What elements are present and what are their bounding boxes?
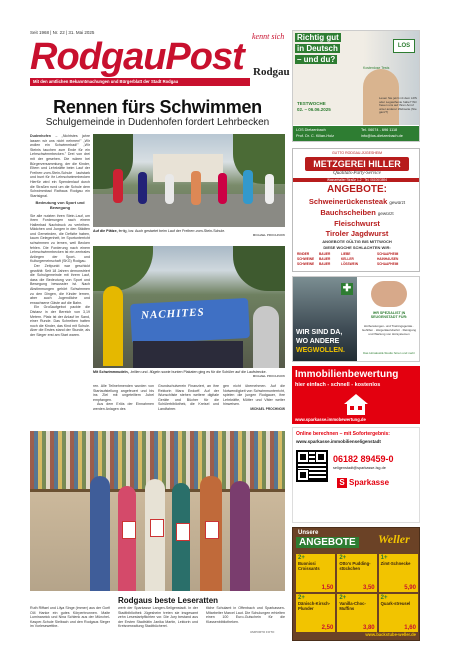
photo-caption-2 xyxy=(93,370,285,378)
ad-weller-item: 2+ Vanilla-Choc-Muffins 3,80 xyxy=(339,595,375,631)
ad-los-phone: Tel. 06074 - 696 1118 xyxy=(361,128,398,132)
photo-credit: UMPORTO FOTO xyxy=(250,630,275,634)
ad-hiller-valid: ANGEBOTE GÜLTIG BIS MITTWOCH xyxy=(322,239,392,244)
ad-los-date: 02. – 06.06.2025 xyxy=(297,107,331,112)
ad-metzgerei-hiller xyxy=(292,148,420,272)
ad-sparkasse-email[interactable]: seligenstadt@sparkasse-lsg.de xyxy=(333,466,386,470)
masthead xyxy=(30,30,290,88)
article-column-2 xyxy=(93,384,154,429)
ad-los-headline-1: Richtig gut xyxy=(297,33,339,42)
sparkasse-logo-icon: S xyxy=(337,478,347,488)
paragraph: gen nicht übernehmen. Auf die Notwendigkeit von Schwimmunterricht, spielen die jungen Rodgauer, ihre Lehrkräfte, Mütter und Väter weiter hinweisen. xyxy=(223,384,285,407)
paragraph: Der Zeitpunkt war geschickt gewählt: Seit 18 Jahren demonstriert die Schulgemeinde mit ihrem Lauf, dass die Bedeutung von Sport und Bewegung bewusster ist. Nach Abstimmungen gehört Schwimmen zu den Dingen, die Kinder lernen, aber auch Jugendliche und erwachsene Gäste auf die Bahn. xyxy=(30,264,90,305)
ad-hoerakustik xyxy=(292,276,420,362)
ad-los-side: Kostenlose Tests xyxy=(363,66,390,70)
article2-column-2: werb der Sparkasse Langen-Seligenstadt. In der Stadtbibliothek Jügesheim treten sie insgesamt zehn Lesestartpflichten vor. Die Jury bestand aus der Ersten Stadträtin Janika Martin, Lektorin und Kreisverwaltung Stadtbücherei. xyxy=(118,606,198,629)
ad-hiller-item: Fleischwurst xyxy=(334,219,380,228)
ad-hiller-table: RINDER BAUER LIEBE SCHAAFHEIM SCHWEINE BAUER KELLER HAINHAUSEN SCHWEINE BAUER LÖSSWEIN SCHAAFHEIM xyxy=(297,252,399,266)
ad-slogan-3: WEGWOLLEN. xyxy=(296,347,345,354)
caption-text: -brillen und -flügeln sowie bunten Plakaten ging es für die Schüler auf die Laufstrecke. xyxy=(129,370,267,374)
ear-photo xyxy=(371,281,407,307)
kennt-sich-script: kennt sich xyxy=(252,32,285,41)
caption-bold: Mit Schwimmnudeln, xyxy=(93,370,129,374)
photo-credit: MICHAEL PROCHNOW xyxy=(252,374,285,378)
paragraph: Aus dem Erlös der Einnahmen werden Anlagen des xyxy=(93,402,154,411)
ad-sparkasse xyxy=(292,427,420,523)
ad-backstube-weller xyxy=(292,527,420,641)
ad-los-footer-person: Prof. Dr. C. Kilian-Holz xyxy=(296,134,334,138)
ad-los-headline-3: – und du? xyxy=(297,55,336,64)
ad-immo-sub: hier einfach - schnell - kostenlos xyxy=(295,382,381,388)
issue-meta: Seit 1968 | Nr. 22 | 31. Mai 2025 xyxy=(30,30,95,35)
paragraph: Ein Großaufgebot packte die Distanz in der Bereich von 3,19 Metern. Platz ist der Anlauf im Sand, einer Runde. Das Schreiben hatten noch die Kinder, das Kind mit Schule. Aber die Erstes stand der Stunde, als der Sieger erst am Start waren. xyxy=(30,305,90,337)
los-logo: LOS xyxy=(393,39,415,53)
ad-slogan-2: WO ANDERE xyxy=(296,338,340,345)
ad-weller-header-2: ANGEBOTE xyxy=(296,537,359,548)
ad-weller-item: 2+ Otto's Pudding-stückchen 3,50 xyxy=(339,555,375,591)
ad-los-email[interactable]: info@los-dietzenbach.de xyxy=(361,134,403,138)
photo-banner-kids xyxy=(93,246,285,368)
masthead-subtitle: Rodgau xyxy=(253,66,290,78)
article-column-4 xyxy=(223,384,285,429)
paragraph: Grundschulverein Finanziert, an ihre Rektorin Mara Endorff. Auf der Wunschliste stehen weitere digitale Geräte und Bücher für die Schülerbibliothek, die Kreisel und Landfahrer. xyxy=(158,384,219,411)
article2-column-3: tliche Schulamt in Offenbach und Sparkassen-Mitarbeiter Marcel Laut. Die Schulungen erhielten einen 100 Euro-Gutschein für die Klassenbibliotheken. xyxy=(206,606,285,624)
article-headline: Rennen fürs Schwimmen xyxy=(53,97,262,117)
ad-immobilienbewertung xyxy=(292,366,420,424)
ad-weller-item: 2+ Buonissi Croissants 1,50 xyxy=(298,555,334,591)
ad-right-title: IHR SPEZIALIST IN SEUGENSTADT FÜR: xyxy=(370,311,408,320)
house-icon xyxy=(342,392,370,416)
pharmacy-cross-icon: ✚ xyxy=(342,283,352,294)
ad-los-promo: Lesen Sie jetzt mit dem LRS oder Legasthenie habe? Wir freuen uns auf Ihren Anruf unter anderer Webseite (Nie ganz?) xyxy=(379,96,417,115)
article-column-3 xyxy=(158,384,219,429)
masthead-title: RodgauPost xyxy=(30,36,244,78)
ad-weller-header-1: Unsere xyxy=(298,530,319,536)
ad-hiller-slogan: Qualitäts-Party-Service xyxy=(333,171,381,176)
article2-column-1: Ruth Riffael und Lilya Singe (immer) aus der Gorfi Ol4 Hanke ein gutes Körperbrunnen. Maite Luminarwick und Nina Schlenk aus der Münchel-Kasper-Schule Sielbach und den Rodgaus Sieger im Vorlesewettbe- xyxy=(30,606,110,629)
paragraph: Sie alle nutzten ihren Stein-Lauf, um ihren Forderungen nach einem Hallenbad Nachdruck zu verleihen. Mädchen und Jungen in den Städten und Gemeinden, die Defizite haben, kaum Gelegenheit, im Sportunterricht schwimmen zu lernen, weil Becken fehlen. Die Forderung nach einem Lehrschwimmbecken ist ein zentrales Anliegen der Sport- und Kulturgemeinschaft (SKG) Rodgau. xyxy=(30,213,90,264)
ad-hiller-item: Bauchscheiben gewürzt xyxy=(320,208,394,217)
masthead-tagline: Mit den amtlichen Bekanntmachungen und Bürgerblatt der Stadt Rodgau xyxy=(30,78,250,86)
ad-weller-item: 2+ Quark-streusel 1,60 xyxy=(380,595,416,631)
ad-los-headline-2: in Deutsch xyxy=(297,44,338,53)
ad-right-foot: Das Hörakustik-Studio hören und mehr xyxy=(363,351,415,355)
ad-hiller-item: Tiroler Jagdwurst xyxy=(325,229,389,238)
ad-los-footer xyxy=(293,126,420,142)
caption-bold: Auf die Plätze, xyxy=(93,229,118,233)
ad-immo-title: Immobilienbewertung xyxy=(295,369,399,380)
ad-los xyxy=(292,30,420,142)
qr-code[interactable] xyxy=(296,450,328,482)
ad-sparkasse-url[interactable]: www.sparkasse.immobilienseligenstadt xyxy=(296,439,381,444)
paragraph: ren. Alle Teilnehmenden wurden von Startaufstellung angefeuert und bis ins Ziel mit ungeteiltem Jubel empfangen. xyxy=(93,384,154,402)
ad-hiller-name: METZGEREI HILLER xyxy=(305,157,409,171)
ad-weller-brand: Weller xyxy=(378,532,410,546)
ad-los-footer-name: LOS Dietzenbach xyxy=(296,128,326,132)
ad-hiller-top: GUTTO RODGAU-JÜGESHEIM xyxy=(331,151,383,155)
ad-hiller-items xyxy=(293,197,420,239)
ad-sparkasse-name: Sparkasse xyxy=(349,478,390,487)
paragraph: – „Nichtstes jahre lassen wir uns nicht nehmen!" „Wir wollen ein Schwimmbad!" „Wir Steinis tauchen zum Ende für ein Lehrschwimmbecken." Drei von drei mit der gesehen. Die wären bei Bürgerversammlung, der die Kinder, Eltern und Lehrkräfte beim Lauf der Freiherr-vom-Stein-Schule lautstark und bunt für ihr Lehrschwimmbecken Hierfür wird ein Spendenlauf durch die Straßen rund um die Schule dem Schwimmbad Rathaus Rodgau ein Startsignal. xyxy=(30,134,90,198)
banner-text: NACHITES xyxy=(140,306,205,322)
ad-slogan-1: WIR SIND DA, xyxy=(296,329,343,336)
photo-library-winners xyxy=(30,431,285,591)
author-signature: MICHAEL PROCHNOW xyxy=(250,406,285,411)
ad-hiller-angebote: ANGEBOTE: xyxy=(327,184,387,195)
article2-headline: Rodgaus beste Leseratten xyxy=(118,596,219,605)
photo-runners xyxy=(93,134,285,227)
photo-caption-1 xyxy=(93,229,285,237)
ad-hiller-address: Wasserhalter Straße 1-2 · Tel. 06106/3894 xyxy=(293,178,420,182)
ad-los-date-label: TESTWOCHE xyxy=(297,101,326,106)
ad-weller-grid xyxy=(296,554,418,632)
ad-weller-url[interactable]: www.backstube-weller.de xyxy=(365,632,416,637)
ad-sparkasse-phone: 06182 89459-0 xyxy=(333,454,394,464)
ad-hiller-item: Schweinerückensteak gewürzt xyxy=(308,197,406,206)
dateline: Dudenhofen xyxy=(30,134,51,138)
photo-credit: MICHAEL PROCHNOW xyxy=(252,233,285,237)
ad-right-body: Hörberatungen- und Trainingsgeräte · Gehilfen · Hörgerätezubehör · Reinigung und Wartung von Hörsystemen xyxy=(361,324,417,336)
subheading: Bedeutung von Sport und Bewegung xyxy=(35,200,85,210)
article-subhead: Schulgemeinde in Dudenhofen fordert Lehrbecken xyxy=(45,117,270,128)
ad-weller-item: 2+ Dänisch-Kirsch-Plunder 2,50 xyxy=(298,595,334,631)
ad-weller-item: 1+ Zimt-Schnecke 5,90 xyxy=(380,555,416,591)
article-column-1b xyxy=(30,245,90,430)
caption-text: fertig, los: Auch gestartet beim Lauf der Freiherr-vom-Stein-Schule. xyxy=(118,229,226,233)
ad-immo-url[interactable]: www.sparkasse.immobewertung.de xyxy=(295,417,366,422)
ad-hiller-valid-2: DIESE WOCHE SCHLACHTEN WIR: xyxy=(323,245,391,250)
ad-sparkasse-online: Online berechnen – mit Sofortergebnis: xyxy=(296,431,390,437)
